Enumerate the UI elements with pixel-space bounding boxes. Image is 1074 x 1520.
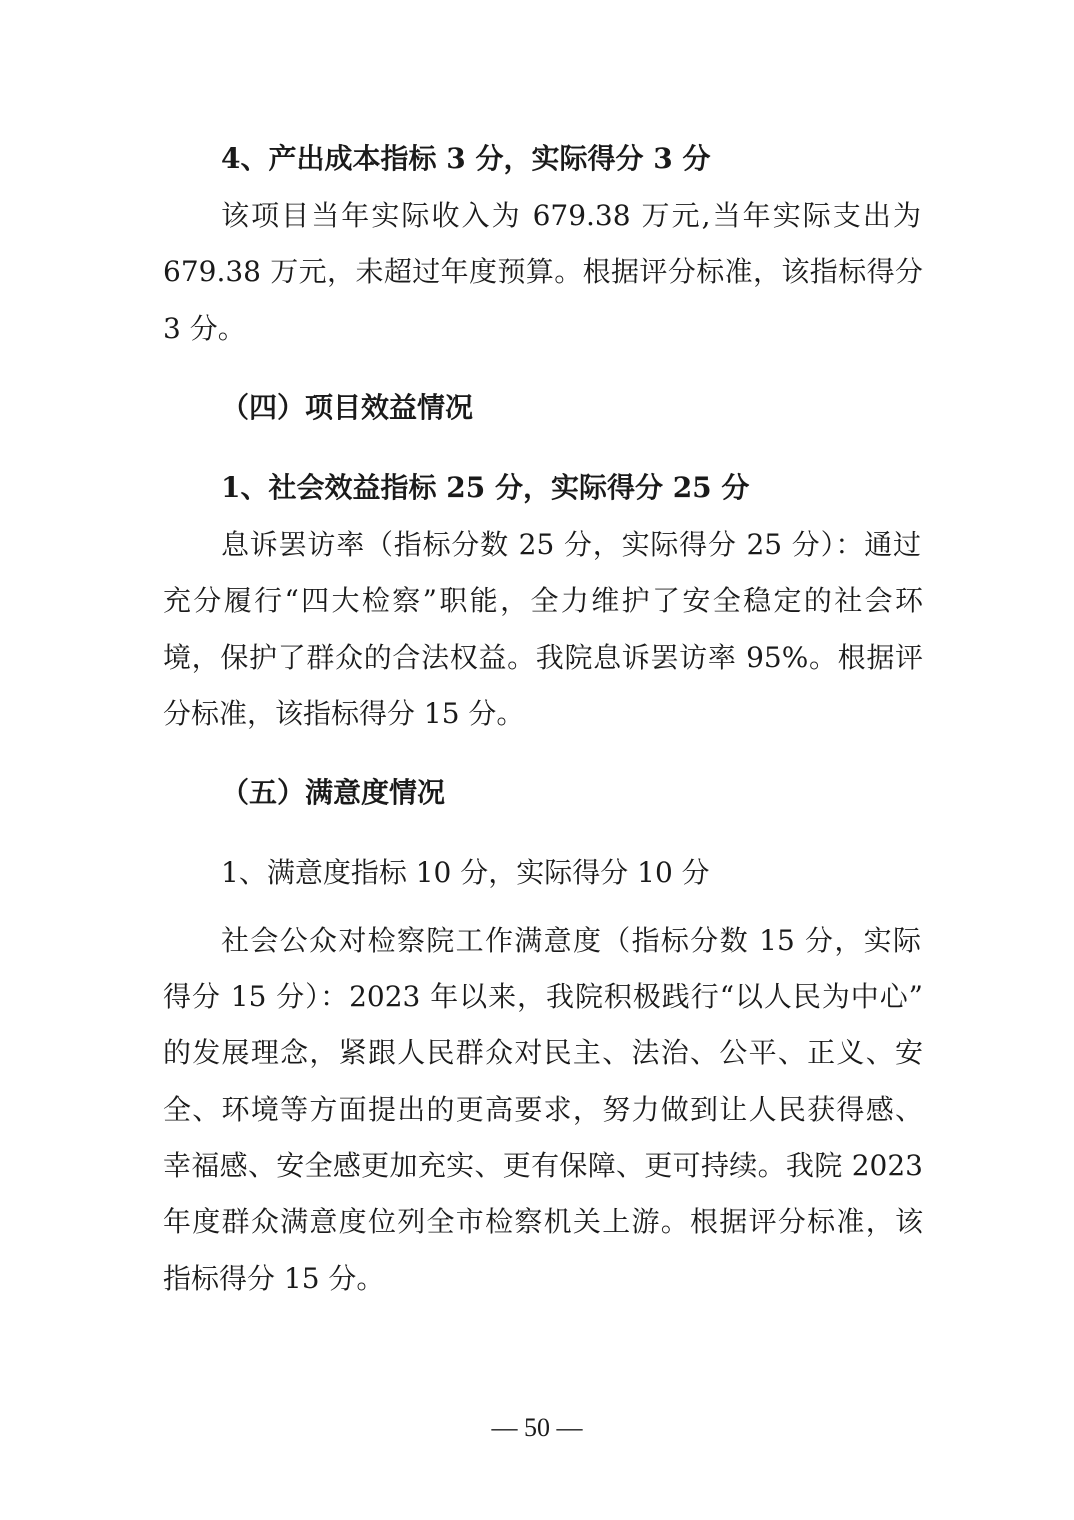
subheading-social-benefit: 1、社会效益指标 25 分，实际得分 25 分 bbox=[221, 471, 750, 504]
paragraph-line: 得分 15 分）：2023 年以来，我院积极践行“以人民为中心” bbox=[163, 980, 923, 1013]
paragraph-line: 的发展理念，紧跟人民群众对民主、法治、公平、正义、安 bbox=[163, 1036, 923, 1069]
paragraph-line: 境，保护了群众的合法权益。我院息诉罢访率 95%。根据评 bbox=[163, 641, 923, 674]
paragraph-line: 年度群众满意度位列全市检察机关上游。根据评分标准，该 bbox=[163, 1205, 923, 1238]
subheading-satisfaction-index: 1、满意度指标 10 分，实际得分 10 分 bbox=[221, 856, 710, 889]
paragraph-line: 幸福感、安全感更加充实、更有保障、更可持续。我院 2023 bbox=[163, 1149, 923, 1182]
page-number: — 50 — bbox=[491, 1413, 583, 1442]
subheading-output-cost: 4、产出成本指标 3 分，实际得分 3 分 bbox=[221, 142, 711, 175]
paragraph-line: 679.38 万元，未超过年度预算。根据评分标准，该指标得分 bbox=[163, 255, 923, 288]
paragraph-line: 分标准，该指标得分 15 分。 bbox=[163, 697, 525, 730]
section-heading-satisfaction: （五）满意度情况 bbox=[221, 776, 446, 809]
paragraph-line: 全、环境等方面提出的更高要求，努力做到让人民获得感、 bbox=[163, 1093, 923, 1126]
paragraph-line: 指标得分 15 分。 bbox=[163, 1262, 385, 1295]
paragraph-line: 充分履行“四大检察”职能，全力维护了安全稳定的社会环 bbox=[163, 584, 923, 617]
section-heading-benefits: （四）项目效益情况 bbox=[221, 391, 474, 424]
paragraph-line: 该项目当年实际收入为 679.38 万元,当年实际支出为 bbox=[221, 199, 921, 232]
paragraph-line: 3 分。 bbox=[163, 312, 246, 345]
paragraph-line: 社会公众对检察院工作满意度（指标分数 15 分，实际 bbox=[221, 924, 921, 957]
paragraph-line: 息诉罢访率（指标分数 25 分，实际得分 25 分）：通过 bbox=[221, 528, 921, 561]
